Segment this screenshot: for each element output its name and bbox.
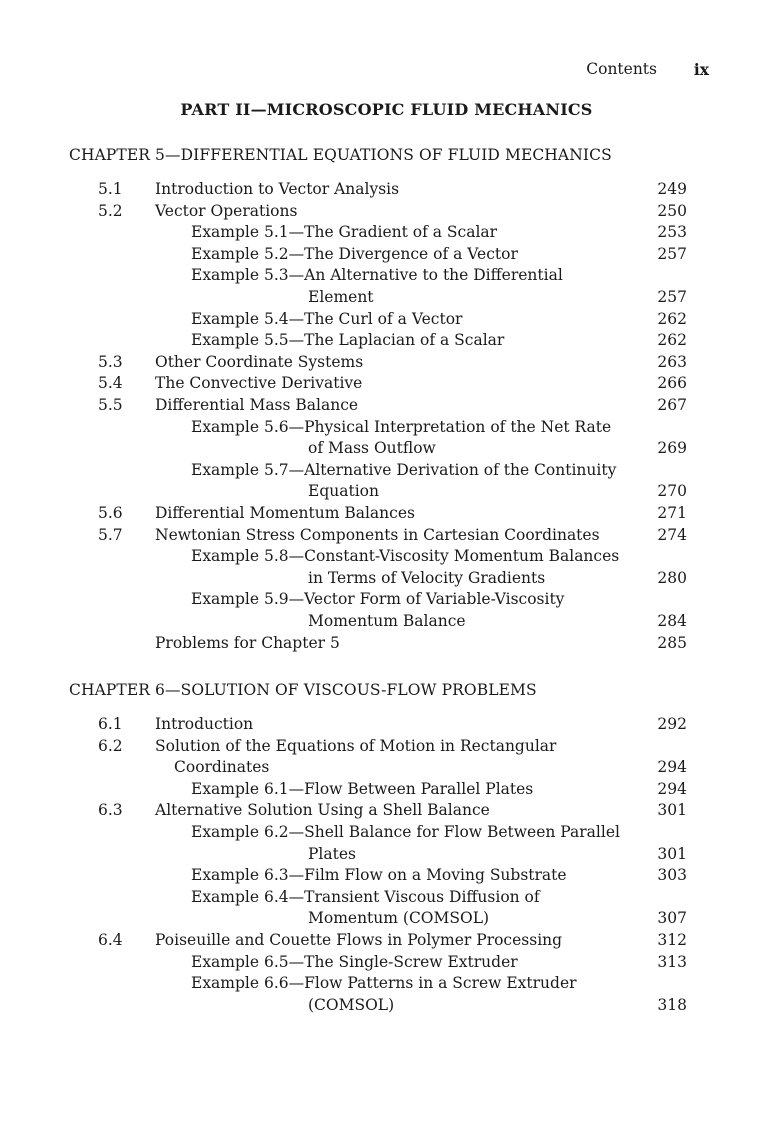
entry-title: Newtonian Stress Components in Cartesian Coordinates [155, 525, 600, 544]
section-number: 6.3 [98, 801, 123, 820]
toc-entry [0, 437, 773, 459]
entry-page-number: 313 [657, 952, 687, 971]
entry-page-number: 253 [657, 223, 687, 242]
entry-title: Example 5.6—Physical Interpretation of the Net Rate [191, 417, 612, 436]
toc-entry [0, 243, 773, 265]
entry-title: Element [308, 288, 374, 306]
running-header-label: Contents [586, 60, 657, 78]
entry-title: Example 5.9—Vector Form of Variable-Viscosity [191, 590, 565, 609]
toc-entry [0, 632, 773, 654]
toc-entry [0, 545, 773, 567]
entry-page-number: 312 [657, 931, 687, 949]
toc-entry [0, 610, 773, 632]
entry-page-number: 274 [657, 525, 687, 544]
entry-title: Example 5.3—An Alternative to the Differential [191, 266, 563, 285]
entry-page-number: 284 [657, 612, 687, 630]
toc-entry [0, 502, 773, 524]
entry-title: Momentum Balance [308, 612, 466, 630]
page-number: ix [693, 60, 709, 79]
entry-page-number: 270 [657, 482, 687, 501]
toc-entry [0, 972, 773, 994]
chapter-heading: CHAPTER 6—SOLUTION OF VISCOUS-FLOW PROBLEMS [69, 681, 537, 699]
entry-title: Example 5.2—The Divergence of a Vector [191, 244, 518, 263]
entry-title: Example 6.6—Flow Patterns in a Screw Extruder [191, 974, 577, 993]
toc-entry [0, 178, 773, 200]
part-title: PART II—MICROSCOPIC FLUID MECHANICS [180, 100, 593, 119]
entry-title: Introduction to Vector Analysis [155, 180, 400, 198]
entry-title: Example 6.4—Transient Viscous Diffusion of [191, 887, 540, 906]
toc-entry [0, 221, 773, 243]
entry-page-number: 294 [657, 779, 687, 798]
entry-page-number: 263 [657, 352, 687, 371]
entry-title: Example 5.8—Constant-Viscosity Momentum Balances [191, 547, 620, 566]
toc-entry [0, 264, 773, 286]
toc-entry [0, 864, 773, 886]
entry-title: Example 6.3—Film Flow on a Moving Substrate [191, 866, 567, 885]
toc-entry [0, 821, 773, 843]
entry-page-number: 262 [657, 331, 687, 350]
entry-title: Alternative Solution Using a Shell Balance [155, 801, 490, 820]
section-number: 5.5 [98, 396, 123, 414]
entry-title: Solution of the Equations of Motion in Rectangular [155, 736, 557, 755]
section-number: 6.2 [98, 736, 123, 755]
entry-title: Example 5.7—Alternative Derivation of the Continuity [191, 460, 617, 479]
entry-title: Introduction [155, 715, 254, 733]
entry-page-number: 292 [657, 715, 687, 733]
toc-entry [0, 372, 773, 394]
toc-entry [0, 524, 773, 546]
toc-entry [0, 843, 773, 865]
entry-page-number: 250 [657, 201, 687, 220]
entry-title: Plates [308, 844, 356, 863]
entry-title: Equation [308, 482, 379, 501]
toc-entry [0, 286, 773, 308]
toc-entry [0, 200, 773, 222]
entry-title: of Mass Outflow [308, 439, 436, 458]
toc-entry [0, 951, 773, 973]
toc-entry [0, 351, 773, 373]
section-number: 5.1 [98, 180, 123, 198]
entry-page-number: 257 [657, 288, 687, 306]
entry-title: Coordinates [174, 758, 270, 777]
section-number: 6.1 [98, 715, 123, 733]
section-number: 5.6 [98, 504, 123, 522]
toc-entry [0, 994, 773, 1016]
entry-page-number: 301 [657, 844, 687, 863]
entry-page-number: 280 [657, 568, 687, 587]
toc-entry [0, 799, 773, 821]
entry-page-number: 303 [657, 866, 687, 885]
toc-entry [0, 778, 773, 800]
toc-entry [0, 480, 773, 502]
toc-entry [0, 567, 773, 589]
toc-entry [0, 713, 773, 735]
section-number: 5.4 [98, 374, 123, 393]
toc-entry [0, 329, 773, 351]
running-header [0, 60, 773, 82]
entry-title: Example 5.4—The Curl of a Vector [191, 309, 463, 328]
chapter-heading: CHAPTER 5—DIFFERENTIAL EQUATIONS OF FLUID MECHANICS [69, 146, 612, 164]
entry-page-number: 266 [657, 374, 687, 393]
entry-title: Differential Momentum Balances [155, 504, 415, 522]
toc-entry [0, 394, 773, 416]
entry-title: Momentum (COMSOL) [308, 909, 490, 928]
entry-title: The Convective Derivative [155, 374, 363, 393]
toc-entry [0, 308, 773, 330]
entry-page-number: 271 [657, 504, 687, 522]
entry-page-number: 318 [657, 995, 687, 1014]
entry-page-number: 294 [657, 758, 687, 777]
toc-entry [0, 907, 773, 929]
toc-entry [0, 416, 773, 438]
entry-title: Poiseuille and Couette Flows in Polymer Processing [155, 931, 563, 949]
section-number: 5.2 [98, 201, 123, 220]
toc-entry [0, 459, 773, 481]
entry-title: Example 6.2—Shell Balance for Flow Between Parallel [191, 823, 620, 841]
entry-page-number: 249 [657, 180, 687, 198]
entry-title: Vector Operations [155, 201, 298, 220]
entry-title: (COMSOL) [308, 995, 395, 1014]
section-number: 5.7 [98, 525, 123, 544]
entry-title: Other Coordinate Systems [155, 352, 364, 371]
toc-entry [0, 929, 773, 951]
entry-title: Example 5.1—The Gradient of a Scalar [191, 223, 498, 242]
entry-page-number: 301 [657, 801, 687, 820]
entry-page-number: 285 [657, 633, 687, 652]
entry-page-number: 257 [657, 244, 687, 263]
entry-page-number: 267 [657, 396, 687, 414]
entry-title: in Terms of Velocity Gradients [308, 568, 546, 587]
entry-page-number: 307 [657, 909, 687, 928]
entry-title: Example 6.5—The Single-Screw Extruder [191, 952, 518, 971]
entry-page-number: 262 [657, 309, 687, 328]
entry-title: Differential Mass Balance [155, 396, 359, 414]
entry-page-number: 269 [657, 439, 687, 458]
entry-title: Problems for Chapter 5 [155, 633, 340, 652]
toc-entry [0, 735, 773, 757]
section-number: 6.4 [98, 931, 123, 949]
entry-title: Example 6.1—Flow Between Parallel Plates [191, 779, 534, 798]
toc-entry [0, 588, 773, 610]
entry-title: Example 5.5—The Laplacian of a Scalar [191, 331, 505, 350]
section-number: 5.3 [98, 352, 123, 371]
toc-entry [0, 886, 773, 908]
toc-entry [0, 756, 773, 778]
